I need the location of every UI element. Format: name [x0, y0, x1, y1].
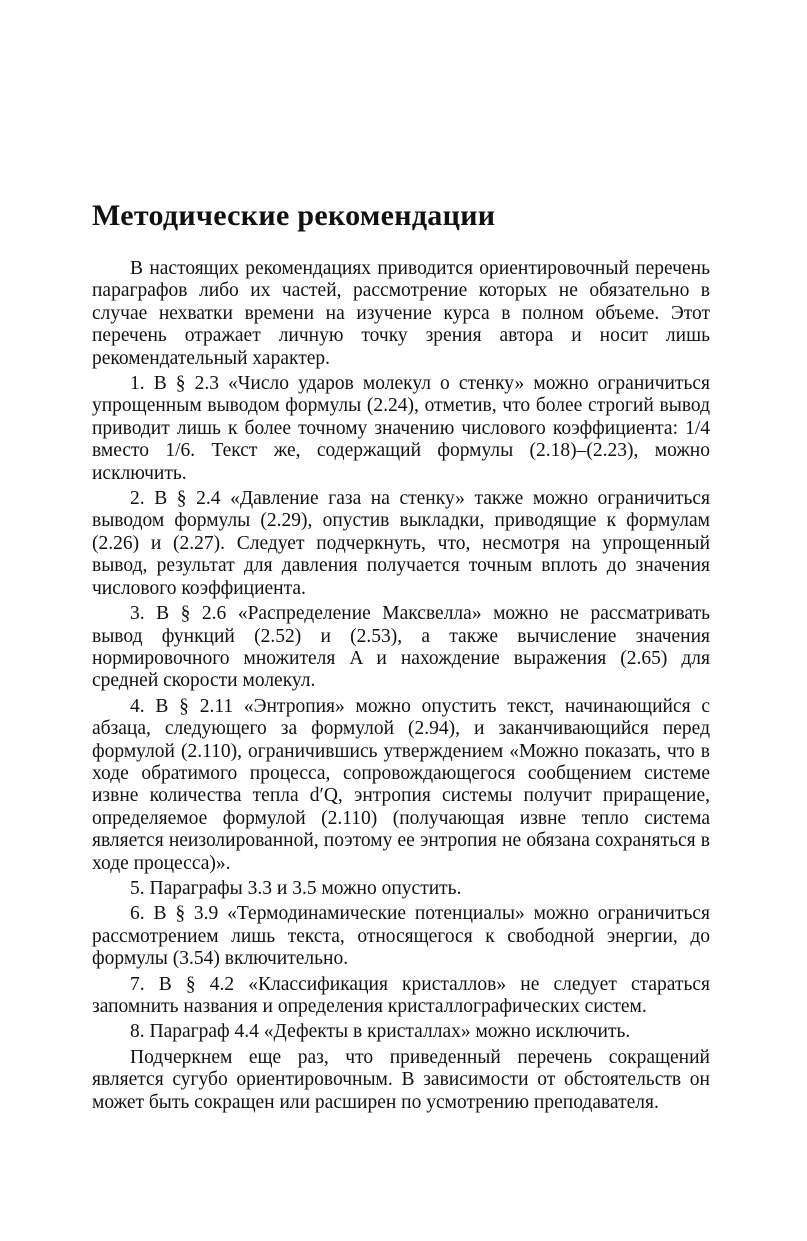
body-text	[92, 258, 710, 1114]
closing-paragraph: Подчеркнем еще раз, что приведенный перечень сокращений является сугубо ориентировочным. В зависимости от обстоятельств он может быть сокращен или расширен по усмотрению преподавателя.	[92, 1046, 710, 1113]
page-title: Методические рекомендации	[92, 199, 496, 232]
item-6-paragraph: 6. В § 3.9 «Термодинамические потенциалы» можно ограничиться рассмотрением лишь текста, относящегося к свободной энергии, до формулы (3.54) включительно.	[92, 903, 710, 970]
item-1-paragraph: 1. В § 2.3 «Число ударов молекул о стенку» можно ограничиться упрощенным выводом формулы (2.24), отметив, что более строгий вывод приводит лишь к более точному значению числового коэффициента: 1/4 вместо 1/6. Текст же, содержащий формулы (2.18)–(2.23), можно исключить.	[92, 373, 710, 484]
item-4-paragraph: 4. В § 2.11 «Энтропия» можно опустить текст, начинающийся с абзаца, следующего за формулой (2.94), и заканчивающийся перед формулой (2.110), ограничившись утверждением «Можно показать, что в ходе обратимого процесса, сопровождающегося сообщением системе извне количества тепла d′Q, энтропия системы получит приращение, определяемое формулой (2.110) (получающая извне тепло система является неизолированной, поэтому ее энтропия не обязана сохраняться в ходе процесса)».	[92, 695, 710, 874]
item-5-paragraph: 5. Параграфы 3.3 и 3.5 можно опустить.	[130, 877, 462, 899]
item-7-paragraph: 7. В § 4.2 «Классификация кристаллов» не следует стараться запомнить названия и определения кристаллографических систем.	[92, 973, 710, 1017]
item-3-paragraph: 3. В § 2.6 «Распределение Максвелла» можно не рассматривать вывод функций (2.52) и (2.53), а также вычисление значения нормировочного множителя A и нахождение выражения (2.65) для средней скорости молекул.	[92, 603, 710, 692]
item-8-paragraph: 8. Параграф 4.4 «Дефекты в кристаллах» можно исключить.	[130, 1021, 631, 1043]
intro-paragraph: В настоящих рекомендациях приводится ориентировочный перечень параграфов либо их частей, рассмотрение которых не обязательно в случае нехватки времени на изучение курса в полном объеме. Этот перечень отражает личную точку зрения автора и носит лишь рекомендательный характер.	[92, 258, 710, 369]
item-2-paragraph: 2. В § 2.4 «Давление газа на стенку» также можно ограничиться выводом формулы (2.29), опустив выкладки, приводящие к формулам (2.26) и (2.27). Следует подчеркнуть, что, несмотря на упрощенный вывод, результат для давления получается точным вплоть до значения числового коэффициента.	[92, 488, 710, 599]
